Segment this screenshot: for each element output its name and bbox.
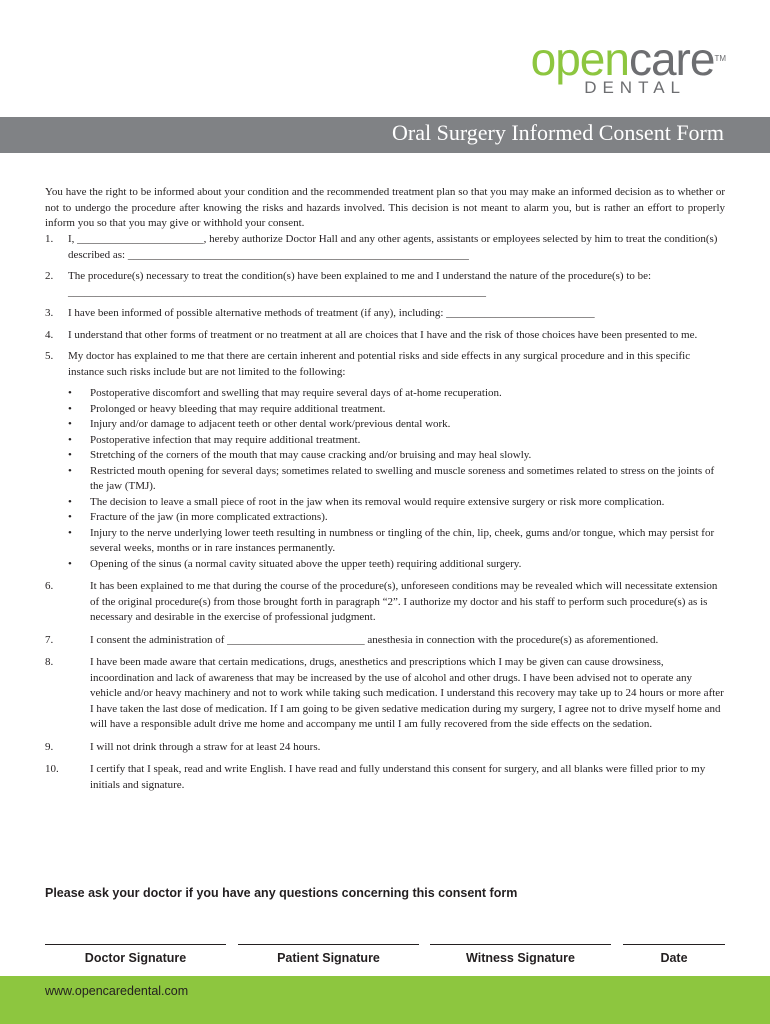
item-text: I understand that other forms of treatment or no treatment at all are choices that I have and the risk of those choices have been presented to me.	[68, 328, 698, 341]
logo-open: open	[530, 33, 629, 85]
item-text: I consent the administration of _________________________ anesthesia in connection with the procedure(s) as aforementioned.	[90, 633, 659, 646]
consent-item	[45, 740, 725, 756]
date-label: Date	[660, 951, 688, 965]
witness-signature-field[interactable]	[430, 944, 611, 965]
logo-care: care	[628, 33, 715, 85]
item-number: 4.	[45, 328, 54, 341]
logo-trademark: TM	[714, 54, 726, 63]
item-text: It has been explained to me that during the course of the procedure(s), unforeseen conditions may be revealed which will necessitate extension of the original procedure(s) from those brought forth in paragraph “2”. I authorize my doctor and his staff to perform such procedure(s) as is necessary and desirable in the exercise of professional judgment.	[90, 580, 718, 623]
item-number: 10.	[45, 763, 59, 775]
consent-item	[45, 349, 725, 380]
logo-dental: DENTAL	[584, 78, 686, 97]
risk-item: • Stretching of the corners of the mouth that may cause cracking and/or bruising and may heal slowly.	[68, 448, 725, 464]
witness-signature-label: Witness Signature	[466, 951, 575, 965]
logo-wordmark	[530, 33, 726, 85]
title-bar	[0, 117, 770, 153]
footer-bar	[0, 976, 770, 1024]
patient-signature-label: Patient Signature	[277, 951, 380, 965]
risk-item: • Fracture of the jaw (in more complicated extractions).	[68, 510, 725, 526]
consent-item	[45, 269, 725, 300]
item-text: I have been made aware that certain medications, drugs, anesthetics and prescriptions which I may be given can cause drowsiness, incoordination and lack of awareness that may be increased by the use of alcohol and other drugs. I have been advised not to operate any vehicle and/or heavy machinery and not to work while taking such medication. I understand this recovery may take up to 24 hours or more after I have taken the last dose of medication. If I am going to be given sedative medication during my surgery, I agree not to drive myself home and will have a responsible adult drive me home and accompany me until I am fully recovered from the side effects on the sedation.	[90, 656, 724, 730]
consent-item	[45, 328, 725, 344]
consent-item	[45, 232, 725, 263]
date-field[interactable]	[623, 944, 725, 965]
risk-item: • Injury and/or damage to adjacent teeth or other dental work/previous dental work.	[68, 417, 725, 433]
risk-list	[45, 386, 725, 572]
item-text: I, _______________________, hereby authorize Doctor Hall and any other agents, assistants or employees selected by him to treat the condition(s) described as: ______________________________________________________________	[68, 233, 718, 261]
item-number: 8.	[45, 656, 54, 668]
questions-notice: Please ask your doctor if you have any questions concerning this consent form	[45, 886, 518, 900]
consent-item	[45, 306, 725, 322]
risk-item: • Prolonged or heavy bleeding that may require additional treatment.	[68, 402, 725, 418]
item-text: I certify that I speak, read and write English. I have read and fully understand this consent for surgery, and all blanks were filled prior to my initials and signature.	[90, 763, 706, 791]
item-number: 2.	[45, 270, 54, 282]
item-number: 6.	[45, 580, 54, 592]
risk-item: • Opening of the sinus (a normal cavity situated above the upper teeth) requiring additional surgery.	[68, 557, 725, 573]
risk-item: • Postoperative infection that may require additional treatment.	[68, 433, 725, 449]
form-title: Oral Surgery Informed Consent Form	[392, 120, 724, 145]
item-text: I will not drink through a straw for at least 24 hours.	[90, 740, 321, 753]
item-number: 9.	[45, 740, 54, 753]
intro-paragraph: You have the right to be informed about your condition and the recommended treatment plan so that you may make an informed decision as to whether or not to undergo the procedure after knowing the risks and hazards involved. This decision is not meant to alarm you, but is rather an effort to properly inform you so that you may give or withhold your consent.	[45, 186, 725, 229]
item-text: My doctor has explained to me that there are certain inherent and potential risks and side effects in any surgical procedure and in this specific instance such risks include but are not limited to the following:	[68, 350, 691, 378]
risk-item: • Injury to the nerve underlying lower teeth resulting in numbness or tingling of the chin, lip, cheek, gums and/or tongue, which may persist for several weeks, months or in rare instances permanently.	[68, 526, 725, 557]
consent-list	[45, 232, 725, 800]
risk-item: • Restricted mouth opening for several days; sometimes related to swelling and muscle soreness and sometimes related to stress on the joints of the jaw (TMJ).	[68, 464, 725, 495]
item-number: 5.	[45, 350, 54, 362]
consent-item	[45, 762, 725, 793]
website-link[interactable]: www.opencaredental.com	[45, 984, 189, 998]
item-text: I have been informed of possible alternative methods of treatment (if any), including: ___________________________	[68, 307, 595, 319]
patient-signature-field[interactable]	[238, 944, 419, 965]
risk-item: • The decision to leave a small piece of root in the jaw when its removal would require extensive surgery or risk more complication.	[68, 495, 725, 511]
consent-item	[45, 579, 725, 626]
opencare-dental-logo	[530, 33, 726, 98]
item-number: 7.	[45, 633, 54, 646]
consent-item	[45, 633, 725, 649]
item-number: 1.	[45, 233, 54, 245]
consent-item	[45, 655, 725, 733]
doctor-signature-field[interactable]	[45, 944, 226, 965]
item-number: 3.	[45, 307, 54, 319]
doctor-signature-label: Doctor Signature	[84, 951, 187, 965]
risk-item: • Postoperative discomfort and swelling that may require several days of at-home recuperation.	[68, 386, 725, 402]
item-text: The procedure(s) necessary to treat the condition(s) have been explained to me and I understand the nature of the procedure(s) to be: ____________________________________________________________________________	[68, 270, 652, 298]
